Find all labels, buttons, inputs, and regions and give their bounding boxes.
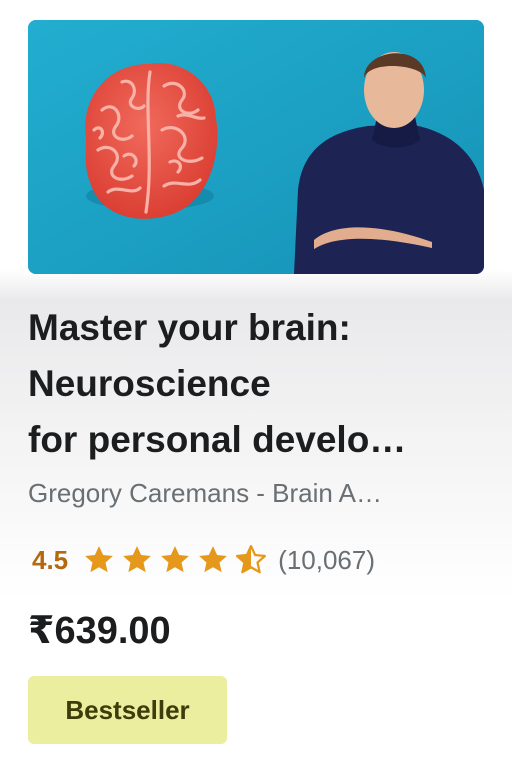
star-icon [120, 543, 154, 577]
course-title[interactable] [28, 300, 478, 468]
course-title-line: for personal develo… [28, 419, 407, 460]
course-title-line: Neuroscience [28, 363, 271, 404]
star-half-icon [234, 543, 268, 577]
star-icon [158, 543, 192, 577]
bestseller-badge: Bestseller [28, 676, 227, 744]
star-rating [82, 543, 272, 577]
instructor-name: Gregory Caremans - Brain A… [28, 478, 383, 508]
course-thumbnail[interactable] [28, 20, 484, 274]
star-icon [82, 543, 116, 577]
star-icon [196, 543, 230, 577]
rating-row [32, 540, 375, 580]
course-title-line: Master your brain: [28, 307, 351, 348]
brain-illustration [85, 63, 217, 219]
rating-value: 4.5 [32, 544, 69, 575]
course-thumbnail-image [28, 20, 484, 274]
rating-count: (10,067) [278, 544, 375, 575]
course-price: ₹639.00 [28, 610, 171, 652]
